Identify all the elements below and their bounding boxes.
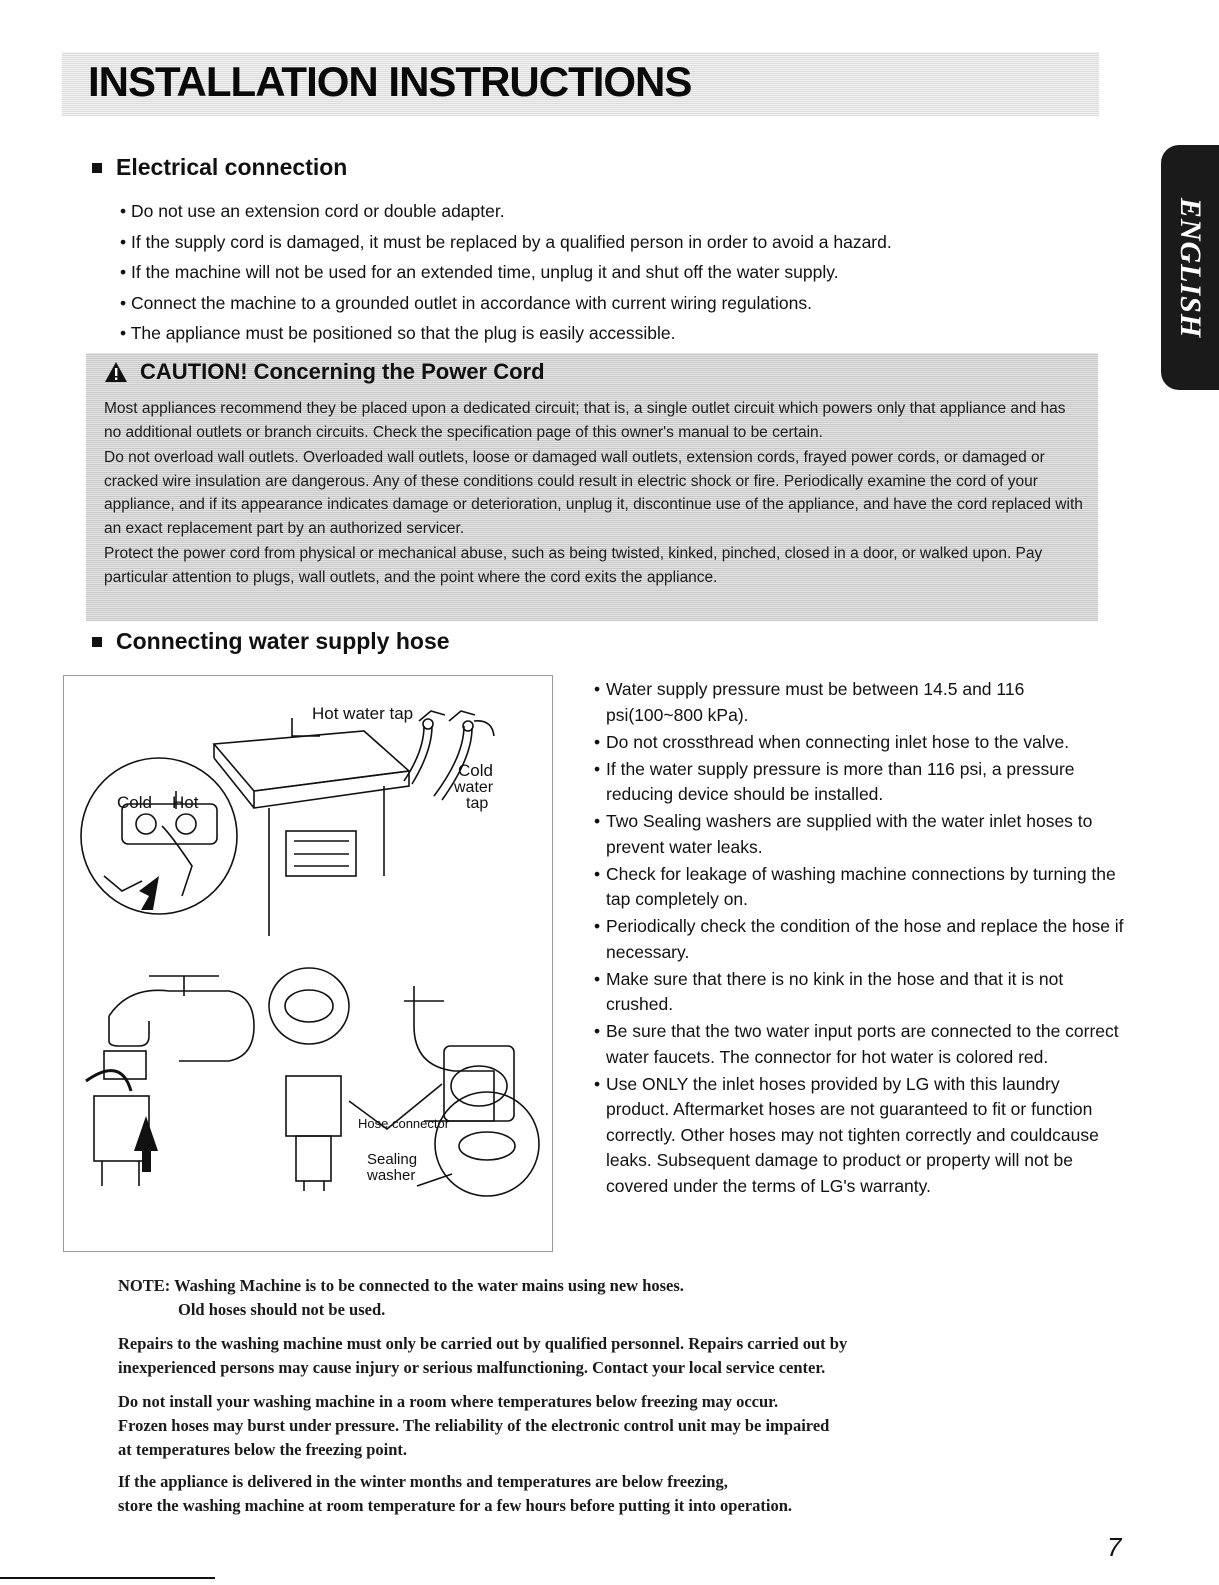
note-block: [118, 1274, 684, 1322]
list-item: • Periodically check the condition of the hose and replace the hose if necessary.: [594, 914, 1124, 965]
freezing-line: Do not install your washing machine in a room where temperatures below freezing may occur.: [118, 1392, 779, 1411]
list-item: • Use ONLY the inlet hoses provided by LG with this laundry product. Aftermarket hoses are not guaranteed to fit or function correctly. Other hoses may not tighten correctly and couldcause leaks. Subsequent damage to product or property will not be covered under the terms of LG's warranty.: [594, 1072, 1124, 1200]
list-item: • Do not use an extension cord or double adapter.: [120, 196, 1120, 227]
list-item: • If the supply cord is damaged, it must be replaced by a qualified person in order to avoid a hazard.: [120, 227, 1120, 258]
caution-paragraph: Most appliances recommend they be placed upon a dedicated circuit; that is, a single outlet circuit which powers only that appliance and has no additional outlets or branch circuits. Check the specification page of this owner's manual to be certain.: [104, 400, 1066, 441]
freezing-line: at temperatures below the freezing point.: [118, 1440, 407, 1459]
warning-triangle-icon: [104, 361, 128, 383]
electrical-heading: [92, 154, 347, 181]
footer-rule: [0, 1577, 215, 1579]
bullet-square-icon: [92, 163, 102, 173]
list-item: • If the water supply pressure is more than 116 psi, a pressure reducing device should be installed.: [594, 757, 1124, 808]
cold-water-tap-label: water: [454, 779, 494, 796]
list-item: • Two Sealing washers are supplied with the water inlet hoses to prevent water leaks.: [594, 809, 1124, 860]
page-number: 7: [1107, 1532, 1122, 1562]
caution-box: [86, 353, 1098, 621]
water-heading: [92, 628, 450, 655]
repairs-block: [118, 1332, 847, 1380]
caution-title: [104, 359, 545, 385]
title-banner: [62, 52, 1099, 116]
list-item: • Be sure that the two water input ports are connected to the correct water faucets. The connector for hot water is colored red.: [594, 1019, 1124, 1070]
electrical-bullets: [120, 196, 1120, 349]
hot-label: Hot: [172, 793, 199, 812]
winter-block: [118, 1470, 792, 1518]
note-line: Old hoses should not be used.: [178, 1300, 386, 1319]
sealing-washer-label: Sealing: [367, 1151, 418, 1168]
list-item: • The appliance must be positioned so that the plug is easily accessible.: [120, 318, 1120, 349]
cold-label: Cold: [117, 793, 152, 812]
water-heading-text: Connecting water supply hose: [116, 628, 450, 654]
page-title: INSTALLATION INSTRUCTIONS: [88, 58, 692, 105]
bullet-square-icon: [92, 637, 102, 647]
cold-water-tap-label: Cold: [458, 761, 493, 780]
winter-line: store the washing machine at room temperature for a few hours before putting it into operation.: [118, 1496, 792, 1515]
caution-title-text: CAUTION! Concerning the Power Cord: [140, 359, 545, 384]
washer-hose-diagram: [64, 676, 552, 1251]
sealing-washer-label: washer: [367, 1167, 416, 1184]
cold-water-tap-label: tap: [466, 795, 489, 812]
freezing-block: [118, 1390, 829, 1462]
caution-paragraph: Do not overload wall outlets. Overloaded wall outlets, loose or damaged wall outlets, extension cords, frayed power cords, or damaged or cracked wire insulation are dangerous. Any of these conditions could result in electric shock or fire. Periodically examine the cord of your appliance, and if its appearance indicates damage or deterioration, unplug it, discontinue use of the appliance, and have the cord replaced with an exact replacement part by an authorized servicer.: [104, 449, 1083, 537]
hose-connector-label: Hose connector: [358, 1116, 450, 1131]
list-item: • If the machine will not be used for an extended time, unplug it and shut off the water supply.: [120, 257, 1120, 288]
caution-body: [104, 397, 1084, 591]
repairs-line: Repairs to the washing machine must only be carried out by qualified personnel. Repairs carried out by: [118, 1334, 848, 1353]
note-line: NOTE: Washing Machine is to be connected to the water mains using new hoses.: [118, 1276, 684, 1295]
hot-water-tap-label: Hot water tap: [312, 704, 414, 723]
list-item: • Water supply pressure must be between 14.5 and 116 psi(100~800 kPa).: [594, 677, 1124, 728]
language-tab-label: ENGLISH: [1174, 197, 1207, 338]
list-item: • Make sure that there is no kink in the hose and that it is not crushed.: [594, 967, 1124, 1018]
language-tab: [1161, 145, 1219, 390]
repairs-line: inexperienced persons may cause injury or serious malfunctioning. Contact your local service center.: [118, 1358, 826, 1377]
winter-line: If the appliance is delivered in the winter months and temperatures are below freezing,: [118, 1472, 728, 1491]
caution-paragraph: Protect the power cord from physical or mechanical abuse, such as being twisted, kinked, pinched, closed in a door, or walked upon. Pay particular attention to plugs, wall outlets, and the point where the cord exits the appliance.: [104, 545, 1043, 586]
freezing-line: Frozen hoses may burst under pressure. The reliability of the electronic control unit may be impaired: [118, 1416, 830, 1435]
water-bullets: [594, 677, 1124, 1201]
hose-connection-illustration: [63, 675, 553, 1252]
list-item: • Connect the machine to a grounded outlet in accordance with current wiring regulations.: [120, 288, 1120, 319]
list-item: • Do not crossthread when connecting inlet hose to the valve.: [594, 730, 1124, 756]
electrical-heading-text: Electrical connection: [116, 154, 348, 180]
list-item: • Check for leakage of washing machine connections by turning the tap completely on.: [594, 862, 1124, 913]
